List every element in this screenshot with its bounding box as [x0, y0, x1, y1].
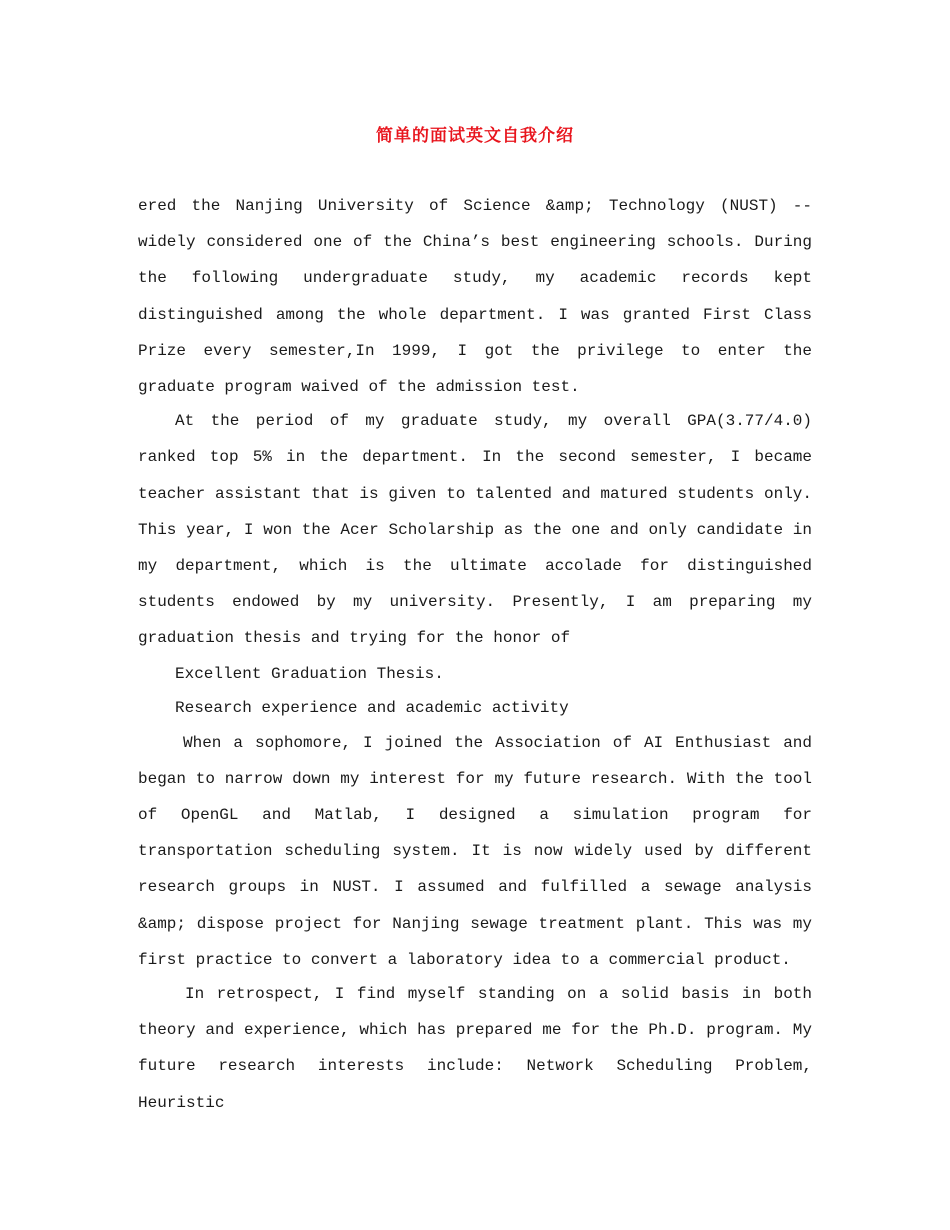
section-heading-research: Research experience and academic activity — [175, 698, 569, 717]
paragraph-thesis-title: Excellent Graduation Thesis. — [175, 664, 444, 683]
paragraph-retrospect: In retrospect, I find myself standing on a solid basis in both theory and experience, which has prepared me for the Ph.D. program. My future research interests include: Network Scheduling Problem, Heuristic — [138, 985, 812, 1112]
paragraph-research-experience: When a sophomore, I joined the Association of AI Enthusiast and began to narrow down my interest for my future research. With the tool of OpenGL and Matlab, I designed a simulation program for transportation scheduling system. It is now widely used by different research groups in NUST. I assumed and fulfilled a sewage analysis &amp; dispose project for Nanjing sewage treatment plant. This was my first practice to convert a laboratory idea to a commercial product. — [138, 733, 812, 969]
document-body — [138, 188, 812, 1121]
document-title: 简单的面试英文自我介绍 — [376, 126, 574, 146]
paragraph-education: ered the Nanjing University of Science &amp; Technology (NUST) -- widely considered one of the China’s best engineering schools. During the following undergraduate study, my academic records kept distinguished among the whole department. I was granted First Class Prize every semester,In 1999, I got the privilege to enter the graduate program waived of the admission test. — [138, 197, 812, 397]
paragraph-graduate-study: At the period of my graduate study, my overall GPA(3.77/4.0) ranked top 5% in the department. In the second semester, I became teacher assistant that is given to talented and matured students only. This year, I won the Acer Scholarship as the one and only candidate in my department, which is the ultimate accolade for distinguished students endowed by my university. Presently, I am preparing my graduation thesis and trying for the honor of — [138, 412, 812, 648]
